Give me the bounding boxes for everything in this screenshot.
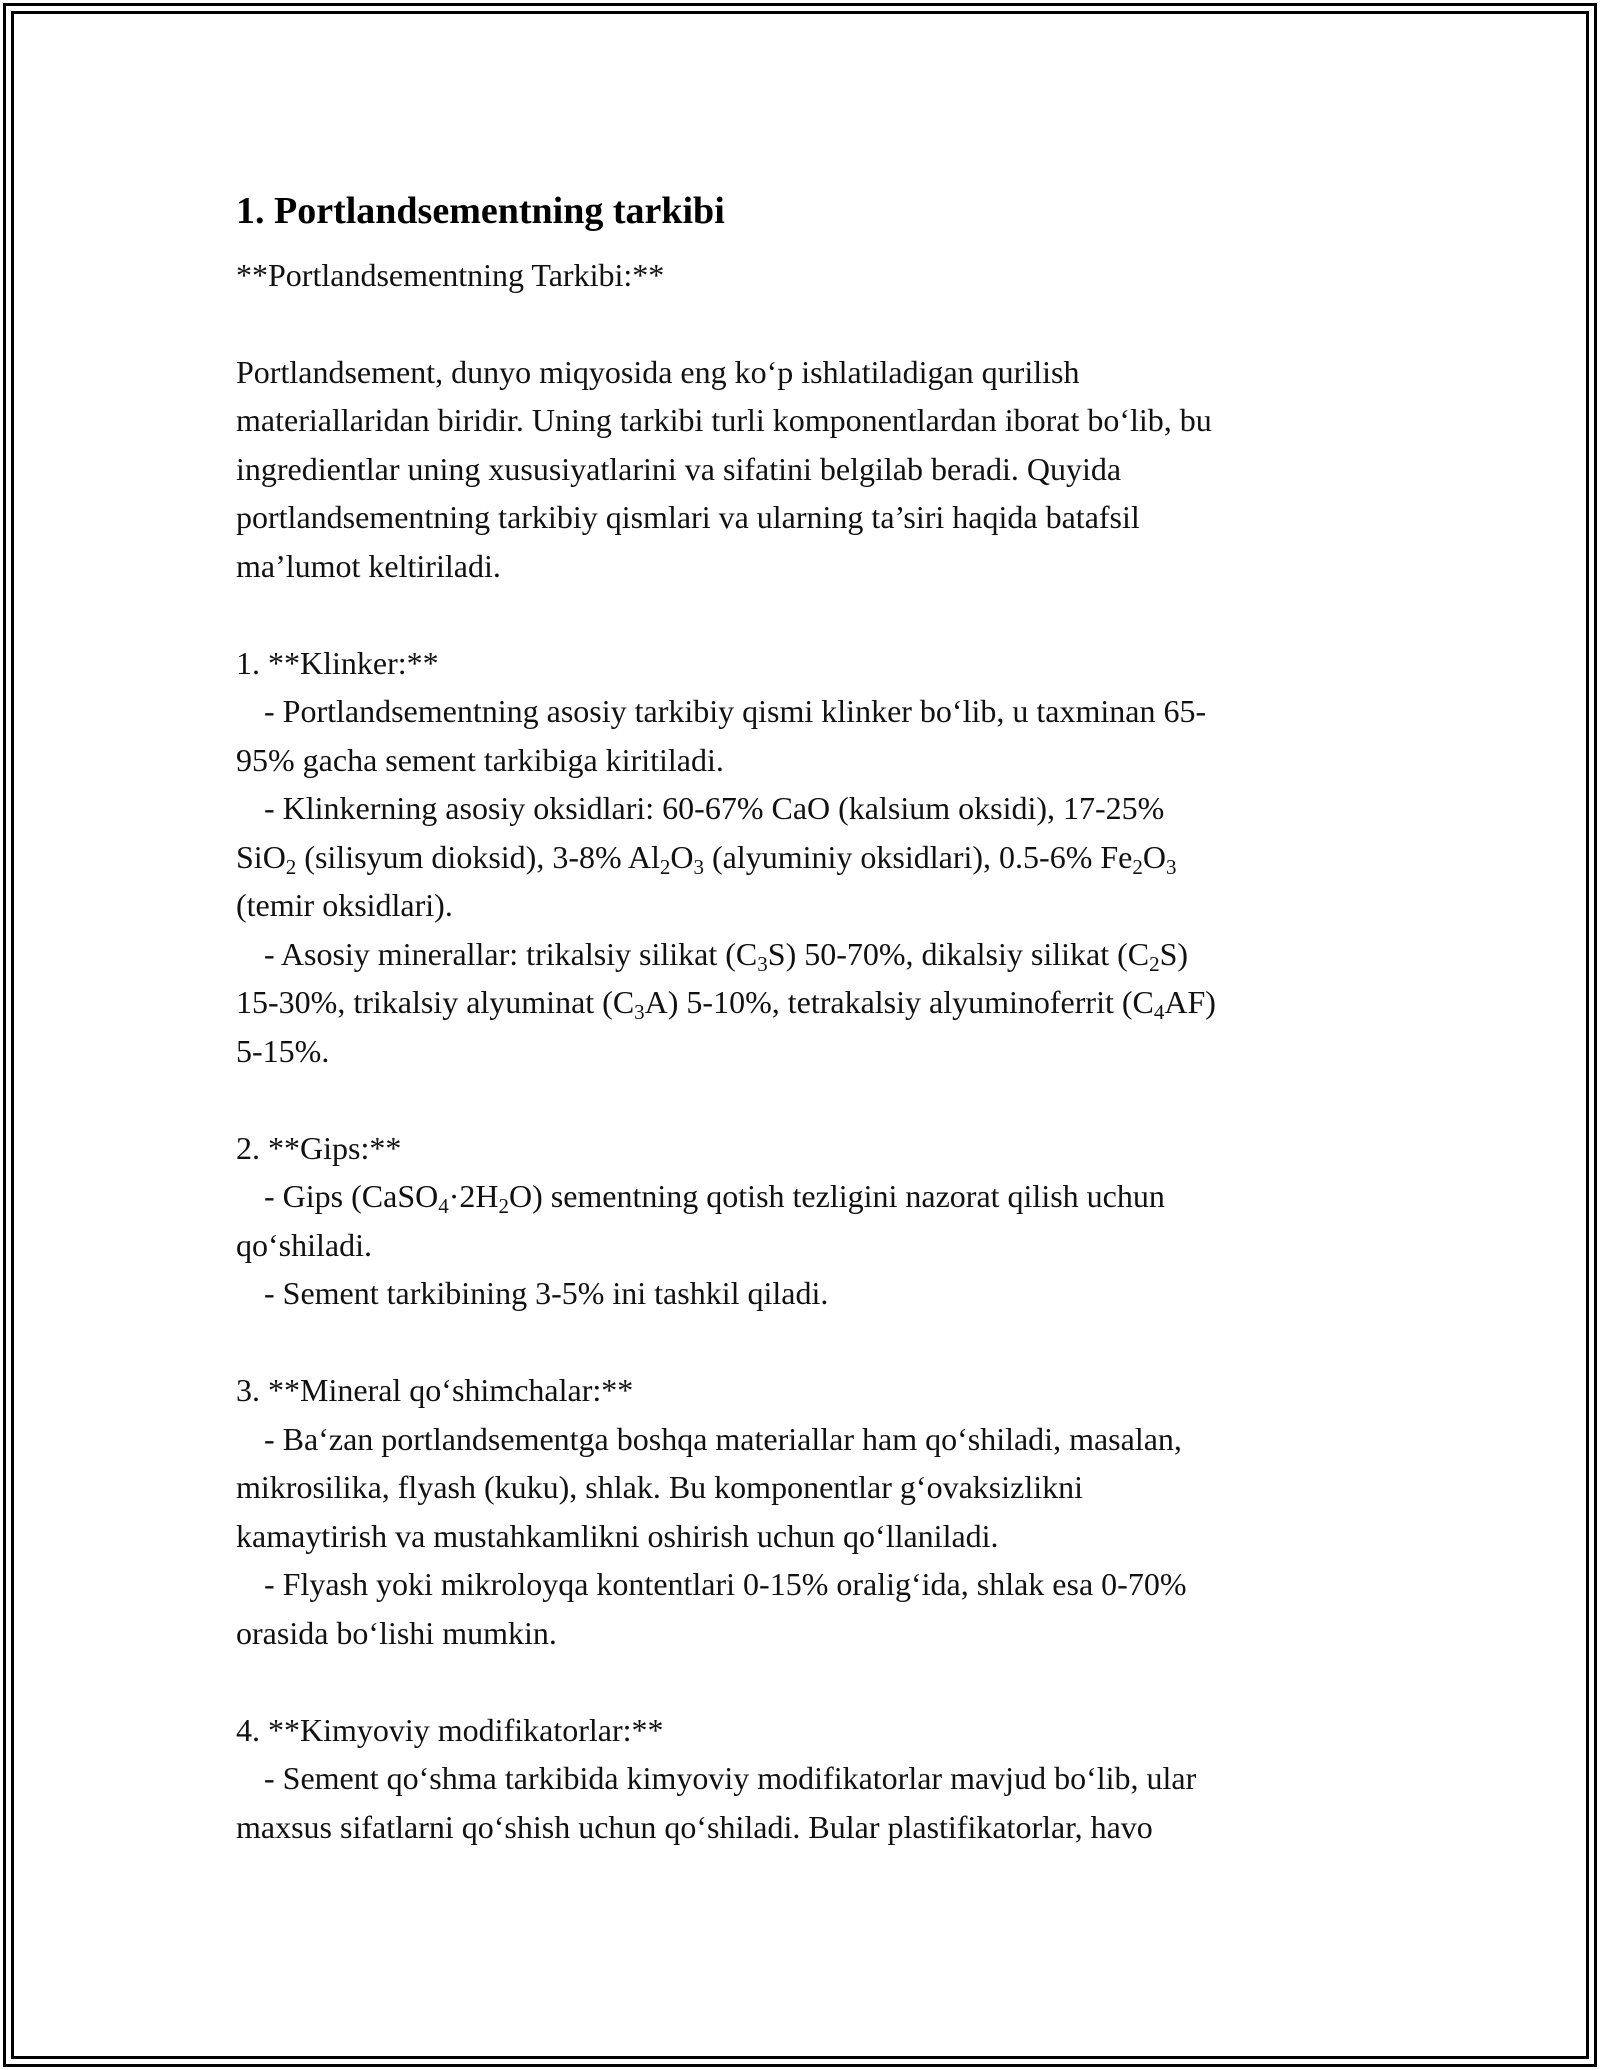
document-body	[236, 185, 1376, 1851]
intro-line: portlandsementning tarkibiy qismlari va ularning ta’siri haqida batafsil	[236, 499, 1140, 535]
section-mineral-additives	[236, 1366, 1376, 1657]
section-heading: 3. **Mineral qo‘shimchalar:**	[236, 1372, 634, 1408]
list-item-line: 95% gacha sement tarkibiga kiritiladi.	[236, 741, 724, 778]
section-klinker	[236, 639, 1376, 1076]
section-heading: 1. **Klinker:**	[236, 644, 439, 681]
section-subtitle: **Portlandsementning Tarkibi:**	[236, 257, 665, 293]
list-item-line: - Sement tarkibining 3-5% ini tashkil qiladi.	[264, 1275, 829, 1311]
intro-line: materiallaridan biridir. Uning tarkibi turli komponentlardan iborat bo‘lib, bu	[236, 402, 1212, 438]
intro-line: ingredientlar uning xususiyatlarini va sifatini belgilab beradi. Quyida	[236, 450, 1122, 487]
section-heading: 2. **Gips:**	[236, 1129, 402, 1166]
list-item-line: - Klinkerning asosiy oksidlari: 60-67% CaO (kalsium oksidi), 17-25%	[264, 790, 1165, 826]
page-title: 1. Portlandsementning tarkibi	[236, 190, 725, 232]
list-item-line: - Ba‘zan portlandsementga boshqa materiallar ham qo‘shiladi, masalan,	[264, 1420, 1182, 1457]
list-item-line: (temir oksidlari).	[236, 887, 453, 923]
list-item-line: - Portlandsementning asosiy tarkibiy qismi klinker bo‘lib, u taxminan 65-	[264, 693, 1207, 729]
intro-paragraph	[236, 348, 1376, 591]
intro-line: Portlandsement, dunyo miqyosida eng ko‘p ishlatiladigan qurilish	[236, 353, 1080, 390]
list-item-line: mikrosilika, flyash (kuku), shlak. Bu komponentlar g‘ovaksizlikni	[236, 1469, 1083, 1505]
list-item-line: - Gips $(CaSO_4\cdot 2H_2O)$ sementning qotish tezligini nazorat qilish uchun	[264, 1178, 1165, 1218]
section-chemical-modifiers	[236, 1706, 1376, 1852]
list-item-line: - Asosiy minerallar: trikalsiy silikat $(C_3S)$ 50-70%, dikalsiy silikat $(C_2S)$	[264, 935, 1189, 976]
list-item-line: 5-15%.	[236, 1032, 330, 1069]
section-heading: 4. **Kimyoviy modifikatorlar:**	[236, 1711, 664, 1748]
list-item-line: kamaytirish va mustahkamlikni oshirish uchun qo‘llaniladi.	[236, 1517, 999, 1554]
list-item-line: qo‘shiladi.	[236, 1226, 372, 1263]
list-item-line: orasida bo‘lishi mumkin.	[236, 1614, 557, 1651]
intro-line: ma’lumot keltiriladi.	[236, 547, 501, 584]
list-item-line: SiO$_2$ (silisyum dioksid), 3-8% $Al_2O_3$ (alyuminiy oksidlari), 0.5-6% $Fe_2O_3$	[236, 838, 1177, 879]
list-item-line: maxsus sifatlarni qo‘shish uchun qo‘shiladi. Bular plastifikatorlar, havo	[236, 1808, 1153, 1845]
list-item-line: 15-30%, trikalsiy alyuminat $(C_3A)$ 5-10%, tetrakalsiy alyuminoferrit $(C_4AF)$	[236, 984, 1216, 1024]
list-item-line: - Flyash yoki mikroloyqa kontentlari 0-15% oralig‘ida, shlak esa 0-70%	[264, 1566, 1187, 1602]
list-item-line: - Sement qo‘shma tarkibida kimyoviy modifikatorlar mavjud bo‘lib, ular	[264, 1760, 1197, 1796]
section-gips	[236, 1124, 1376, 1318]
